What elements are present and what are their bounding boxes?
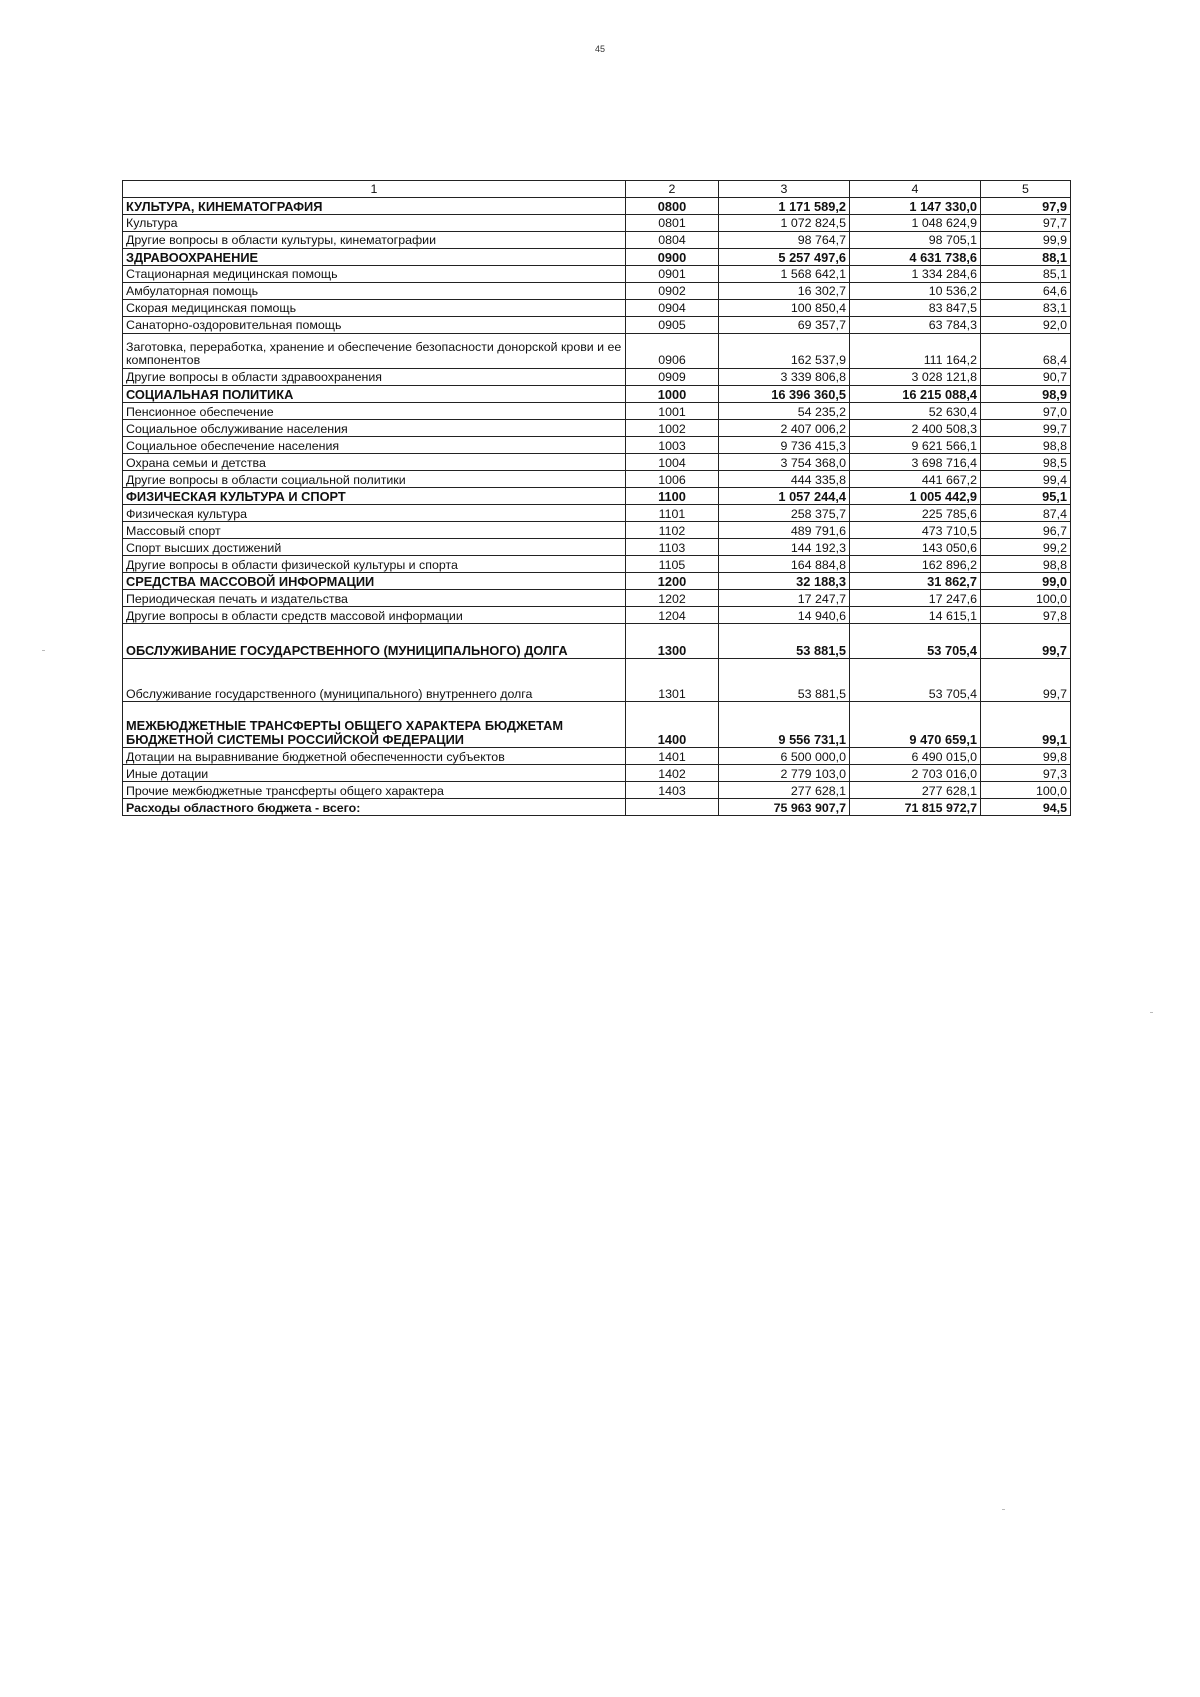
row-percent: 68,4 xyxy=(981,334,1071,369)
row-code: 0906 xyxy=(626,334,719,369)
row-actual-value: 9 621 566,1 xyxy=(850,437,981,454)
header-col-3: 3 xyxy=(719,181,850,198)
row-name: Скорая медицинская помощь xyxy=(123,300,626,317)
row-plan-value: 164 884,8 xyxy=(719,556,850,573)
row-percent: 99,8 xyxy=(981,748,1071,765)
row-plan-value: 3 339 806,8 xyxy=(719,369,850,386)
row-actual-value: 4 631 738,6 xyxy=(850,249,981,266)
row-code: 0904 xyxy=(626,300,719,317)
table-row xyxy=(123,334,1071,369)
row-actual-value: 1 147 330,0 xyxy=(850,198,981,215)
row-plan-value: 2 779 103,0 xyxy=(719,765,850,782)
row-percent: 98,8 xyxy=(981,437,1071,454)
header-col-4: 4 xyxy=(850,181,981,198)
row-percent: 99,4 xyxy=(981,471,1071,488)
row-plan-value: 9 556 731,1 xyxy=(719,702,850,748)
row-code: 1200 xyxy=(626,573,719,590)
table-row xyxy=(123,454,1071,471)
table-row xyxy=(123,283,1071,300)
row-code: 0804 xyxy=(626,232,719,249)
table-row xyxy=(123,300,1071,317)
row-code: 0909 xyxy=(626,369,719,386)
row-percent: 64,6 xyxy=(981,283,1071,300)
row-percent: 99,7 xyxy=(981,659,1071,702)
row-code: 0901 xyxy=(626,266,719,283)
table-row xyxy=(123,471,1071,488)
row-actual-value: 83 847,5 xyxy=(850,300,981,317)
row-actual-value: 1 334 284,6 xyxy=(850,266,981,283)
table-row xyxy=(123,590,1071,607)
row-actual-value: 14 615,1 xyxy=(850,607,981,624)
table-body xyxy=(123,198,1071,816)
scan-speck xyxy=(42,650,45,651)
row-actual-value: 71 815 972,7 xyxy=(850,799,981,816)
row-percent: 97,3 xyxy=(981,765,1071,782)
row-name: ЗДРАВООХРАНЕНИЕ xyxy=(123,249,626,266)
row-plan-value: 14 940,6 xyxy=(719,607,850,624)
row-code: 1003 xyxy=(626,437,719,454)
row-percent: 97,8 xyxy=(981,607,1071,624)
row-name: ОБСЛУЖИВАНИЕ ГОСУДАРСТВЕННОГО (МУНИЦИПАЛЬНОГО) ДОЛГА xyxy=(123,624,626,659)
row-name: ФИЗИЧЕСКАЯ КУЛЬТУРА И СПОРТ xyxy=(123,488,626,505)
row-percent: 99,2 xyxy=(981,539,1071,556)
row-name: СОЦИАЛЬНАЯ ПОЛИТИКА xyxy=(123,386,626,403)
row-percent: 98,9 xyxy=(981,386,1071,403)
total-row xyxy=(123,799,1071,816)
row-plan-value: 6 500 000,0 xyxy=(719,748,850,765)
row-percent: 90,7 xyxy=(981,369,1071,386)
row-name: Культура xyxy=(123,215,626,232)
row-name: Другие вопросы в области физической культуры и спорта xyxy=(123,556,626,573)
row-plan-value: 17 247,7 xyxy=(719,590,850,607)
row-plan-value: 444 335,8 xyxy=(719,471,850,488)
table-row xyxy=(123,539,1071,556)
row-actual-value: 3 698 716,4 xyxy=(850,454,981,471)
row-actual-value: 3 028 121,8 xyxy=(850,369,981,386)
row-percent: 99,7 xyxy=(981,420,1071,437)
row-plan-value: 1 057 244,4 xyxy=(719,488,850,505)
row-actual-value: 16 215 088,4 xyxy=(850,386,981,403)
row-percent: 98,8 xyxy=(981,556,1071,573)
row-percent: 95,1 xyxy=(981,488,1071,505)
row-name: Физическая культура xyxy=(123,505,626,522)
table-row xyxy=(123,748,1071,765)
row-code: 1102 xyxy=(626,522,719,539)
row-percent: 85,1 xyxy=(981,266,1071,283)
row-name: Другие вопросы в области культуры, кинематографии xyxy=(123,232,626,249)
row-actual-value: 6 490 015,0 xyxy=(850,748,981,765)
row-plan-value: 32 188,3 xyxy=(719,573,850,590)
row-percent: 97,9 xyxy=(981,198,1071,215)
row-code: 1105 xyxy=(626,556,719,573)
row-percent: 83,1 xyxy=(981,300,1071,317)
row-plan-value: 54 235,2 xyxy=(719,403,850,420)
header-col-1: 1 xyxy=(123,181,626,198)
section-row xyxy=(123,488,1071,505)
row-code: 0800 xyxy=(626,198,719,215)
header-col-5: 5 xyxy=(981,181,1071,198)
row-plan-value: 53 881,5 xyxy=(719,659,850,702)
row-percent: 96,7 xyxy=(981,522,1071,539)
row-plan-value: 162 537,9 xyxy=(719,334,850,369)
row-code: 1402 xyxy=(626,765,719,782)
table-row xyxy=(123,420,1071,437)
row-name: Обслуживание государственного (муниципального) внутреннего долга xyxy=(123,659,626,702)
table-row xyxy=(123,317,1071,334)
row-code: 1400 xyxy=(626,702,719,748)
row-name: КУЛЬТУРА, КИНЕМАТОГРАФИЯ xyxy=(123,198,626,215)
row-actual-value: 111 164,2 xyxy=(850,334,981,369)
row-actual-value: 53 705,4 xyxy=(850,624,981,659)
row-actual-value: 2 703 016,0 xyxy=(850,765,981,782)
row-percent: 98,5 xyxy=(981,454,1071,471)
row-plan-value: 9 736 415,3 xyxy=(719,437,850,454)
table-header-row xyxy=(123,181,1071,198)
section-row xyxy=(123,573,1071,590)
row-percent: 99,9 xyxy=(981,232,1071,249)
row-name: Иные дотации xyxy=(123,765,626,782)
row-plan-value: 16 396 360,5 xyxy=(719,386,850,403)
row-code xyxy=(626,799,719,816)
row-plan-value: 277 628,1 xyxy=(719,782,850,799)
table-row xyxy=(123,369,1071,386)
row-code: 0905 xyxy=(626,317,719,334)
row-actual-value: 441 667,2 xyxy=(850,471,981,488)
table-row xyxy=(123,659,1071,702)
table-row xyxy=(123,437,1071,454)
row-code: 1401 xyxy=(626,748,719,765)
row-name: Расходы областного бюджета - всего: xyxy=(123,799,626,816)
row-code: 1300 xyxy=(626,624,719,659)
row-name: Заготовка, переработка, хранение и обеспечение безопасности донорской крови и ее компонентов xyxy=(123,334,626,369)
row-code: 1002 xyxy=(626,420,719,437)
row-name: Другие вопросы в области средств массовой информации xyxy=(123,607,626,624)
row-actual-value: 53 705,4 xyxy=(850,659,981,702)
row-actual-value: 10 536,2 xyxy=(850,283,981,300)
row-actual-value: 63 784,3 xyxy=(850,317,981,334)
row-name: МЕЖБЮДЖЕТНЫЕ ТРАНСФЕРТЫ ОБЩЕГО ХАРАКТЕРА БЮДЖЕТАМ БЮДЖЕТНОЙ СИСТЕМЫ РОССИЙСКОЙ ФЕДЕРАЦИИ xyxy=(123,702,626,748)
row-actual-value: 473 710,5 xyxy=(850,522,981,539)
section-row xyxy=(123,624,1071,659)
row-name: Прочие межбюджетные трансферты общего характера xyxy=(123,782,626,799)
row-code: 1100 xyxy=(626,488,719,505)
table-row xyxy=(123,522,1071,539)
row-name: Дотации на выравнивание бюджетной обеспеченности субъектов xyxy=(123,748,626,765)
row-plan-value: 144 192,3 xyxy=(719,539,850,556)
table-row xyxy=(123,607,1071,624)
budget-expenditure-table xyxy=(122,180,1071,816)
table-row xyxy=(123,215,1071,232)
row-plan-value: 1 171 589,2 xyxy=(719,198,850,215)
row-code: 1403 xyxy=(626,782,719,799)
header-col-2: 2 xyxy=(626,181,719,198)
row-plan-value: 1 568 642,1 xyxy=(719,266,850,283)
row-name: Массовый спорт xyxy=(123,522,626,539)
row-percent: 99,7 xyxy=(981,624,1071,659)
row-name: Охрана семьи и детства xyxy=(123,454,626,471)
row-name: Стационарная медицинская помощь xyxy=(123,266,626,283)
row-name: Социальное обслуживание населения xyxy=(123,420,626,437)
row-percent: 92,0 xyxy=(981,317,1071,334)
row-percent: 94,5 xyxy=(981,799,1071,816)
row-plan-value: 2 407 006,2 xyxy=(719,420,850,437)
row-actual-value: 9 470 659,1 xyxy=(850,702,981,748)
row-name: Пенсионное обеспечение xyxy=(123,403,626,420)
row-plan-value: 69 357,7 xyxy=(719,317,850,334)
row-actual-value: 225 785,6 xyxy=(850,505,981,522)
row-plan-value: 3 754 368,0 xyxy=(719,454,850,471)
row-plan-value: 258 375,7 xyxy=(719,505,850,522)
row-plan-value: 98 764,7 xyxy=(719,232,850,249)
table-row xyxy=(123,765,1071,782)
row-plan-value: 75 963 907,7 xyxy=(719,799,850,816)
row-plan-value: 53 881,5 xyxy=(719,624,850,659)
row-percent: 99,1 xyxy=(981,702,1071,748)
row-percent: 100,0 xyxy=(981,590,1071,607)
row-code: 0902 xyxy=(626,283,719,300)
table-row xyxy=(123,232,1071,249)
row-percent: 88,1 xyxy=(981,249,1071,266)
row-actual-value: 1 005 442,9 xyxy=(850,488,981,505)
row-code: 0900 xyxy=(626,249,719,266)
row-name: Амбулаторная помощь xyxy=(123,283,626,300)
table-row xyxy=(123,782,1071,799)
row-plan-value: 489 791,6 xyxy=(719,522,850,539)
row-actual-value: 1 048 624,9 xyxy=(850,215,981,232)
row-code: 0801 xyxy=(626,215,719,232)
row-code: 1001 xyxy=(626,403,719,420)
row-name: Другие вопросы в области социальной политики xyxy=(123,471,626,488)
table-row xyxy=(123,403,1071,420)
row-name: СРЕДСТВА МАССОВОЙ ИНФОРМАЦИИ xyxy=(123,573,626,590)
row-actual-value: 162 896,2 xyxy=(850,556,981,573)
section-row xyxy=(123,198,1071,215)
row-code: 1204 xyxy=(626,607,719,624)
row-code: 1301 xyxy=(626,659,719,702)
row-code: 1000 xyxy=(626,386,719,403)
row-plan-value: 16 302,7 xyxy=(719,283,850,300)
row-code: 1103 xyxy=(626,539,719,556)
table-row xyxy=(123,505,1071,522)
row-name: Спорт высших достижений xyxy=(123,539,626,556)
row-code: 1004 xyxy=(626,454,719,471)
row-name: Социальное обеспечение населения xyxy=(123,437,626,454)
row-name: Другие вопросы в области здравоохранения xyxy=(123,369,626,386)
row-plan-value: 5 257 497,6 xyxy=(719,249,850,266)
row-plan-value: 100 850,4 xyxy=(719,300,850,317)
row-actual-value: 31 862,7 xyxy=(850,573,981,590)
table-row xyxy=(123,266,1071,283)
section-row xyxy=(123,702,1071,748)
row-plan-value: 1 072 824,5 xyxy=(719,215,850,232)
row-actual-value: 143 050,6 xyxy=(850,539,981,556)
row-code: 1101 xyxy=(626,505,719,522)
page-number: 45 xyxy=(594,44,605,54)
row-actual-value: 277 628,1 xyxy=(850,782,981,799)
row-code: 1006 xyxy=(626,471,719,488)
row-percent: 99,0 xyxy=(981,573,1071,590)
row-actual-value: 2 400 508,3 xyxy=(850,420,981,437)
row-name: Санаторно-оздоровительная помощь xyxy=(123,317,626,334)
row-actual-value: 17 247,6 xyxy=(850,590,981,607)
scan-speck xyxy=(1150,1012,1153,1013)
scan-speck xyxy=(1002,1509,1005,1510)
section-row xyxy=(123,386,1071,403)
row-actual-value: 98 705,1 xyxy=(850,232,981,249)
row-actual-value: 52 630,4 xyxy=(850,403,981,420)
row-name: Периодическая печать и издательства xyxy=(123,590,626,607)
section-row xyxy=(123,249,1071,266)
row-percent: 87,4 xyxy=(981,505,1071,522)
table-row xyxy=(123,556,1071,573)
row-percent: 97,7 xyxy=(981,215,1071,232)
row-percent: 100,0 xyxy=(981,782,1071,799)
row-percent: 97,0 xyxy=(981,403,1071,420)
row-code: 1202 xyxy=(626,590,719,607)
